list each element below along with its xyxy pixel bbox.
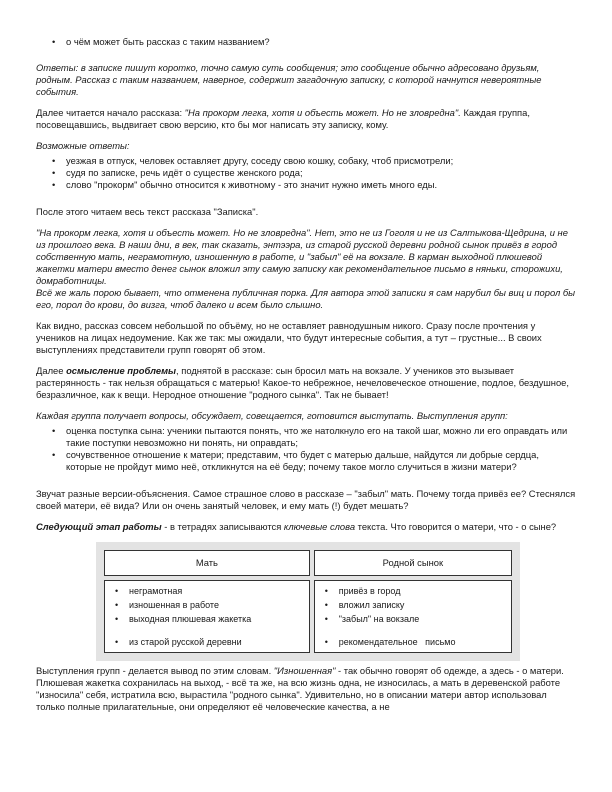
groups-list	[36, 425, 576, 473]
reaction-paragraph: Как видно, рассказ совсем небольшой по объёму, но не оставляет равнодушным никого. Сразу после прочтения у учеников на лицах недоумение. Как же так: мы ожидали, что будут интересные события, а тут – грустные... В своих выступлениях представители групп говорят об этом.	[36, 320, 542, 355]
list-item: • привёз в город	[319, 584, 507, 598]
reading-paragraph	[36, 107, 576, 131]
table-header-row	[104, 550, 512, 576]
list-item: • из старой русской деревни	[109, 635, 305, 649]
conclusion-paragraph	[36, 665, 576, 713]
son-keywords-list	[319, 584, 507, 649]
problem-body: , поднятой в рассказе: сын бросил мать на вокзале. У учеников это вызывает растерянность - так нельзя обращаться с матерью! Какое-то небрежное, нечеловеческое отношение, подлое, бездушное, безразличное, как к вещи. Неродное отношение "родного сынка". Так не бывает!	[36, 365, 570, 400]
list-item: • выходная плюшевая жакетка	[109, 612, 305, 626]
next-stage-question: текста. Что говорится о матери, что - о сыне?	[355, 521, 557, 532]
keywords-term: ключевые слова	[283, 521, 356, 532]
list-item: • вложил записку	[319, 598, 507, 612]
reading-task: Каждая группа, посовещавшись, выдвигает свою версию, кто бы мог написать эту записку, кому.	[36, 107, 530, 130]
list-item: • уезжая в отпуск, человек оставляет другу, соседу свою кошку, собаку, чтоб присмотрели;	[36, 155, 576, 167]
list-item: • неграмотная	[109, 584, 305, 598]
problem-paragraph	[36, 365, 576, 401]
conclusion-body: - так обычно говорят об одежде, а здесь - о матери. Плюшевая жакетка сохранилась на выход, - всё та же, на всю жизнь одна, не износилась, а мать в деревенской работе "износила" себя, истратила всю, вырастила "родного сынка". Удивительно, но в описании матери автор использовал только полные прилагательные, они определяют её человеческие качества, а не	[36, 665, 564, 712]
keywords-table-frame	[96, 542, 520, 661]
possible-answers-label: Возможные ответы:	[36, 140, 130, 151]
next-stage-paragraph	[36, 521, 576, 533]
next-stage-term: Следующий этап работы	[36, 521, 162, 532]
story-quote-2: Всё же жаль порою бывает, что отменена публичная порка. Для автора этой записки я сам нарубил бы виц и порол бы его, порол до крови, до визга, чтоб далеко и всем было слышно.	[36, 287, 576, 310]
groups-intro: Каждая группа получает вопросы, обсуждает, совещается, готовится выступать. Выступления групп:	[36, 410, 508, 421]
answers-paragraph: Ответы: в записке пишут коротко, точно самую суть сообщения; это сообщение обычно адресовано друзьям, родным. Рассказ с таким названием, наверное, содержит загадочную записку, с которой начнутся невероятные события.	[36, 62, 542, 97]
document-page	[36, 36, 576, 713]
mother-column-header: Мать	[104, 550, 310, 576]
conclusion-keyword: "Изношенная"	[273, 665, 336, 676]
reading-quote: "На прокорм легка, хотя и объесть может. Но не зловредна".	[184, 107, 461, 118]
problem-lead: Далее	[36, 365, 67, 376]
mother-keywords-list	[109, 584, 305, 649]
bullet-list-top	[36, 36, 576, 48]
son-column-header: Родной сынок	[314, 550, 512, 576]
versions-paragraph: Звучат разные версии-объяснения. Самое страшное слово в рассказе – "забыл" мать. Почему тогда привёз ее? Стеснялся своей матери, её вида? Или он очень занятый человек, и ему мать (!) будет мешать?	[36, 488, 576, 511]
list-item: • "забыл" на вокзале	[319, 612, 507, 626]
list-item: • рекомендательное письмо	[319, 635, 507, 649]
list-item: • сочувственное отношение к матери; представим, что будет с матерью дальше, найдутся ли добрые сердца, которые не пройдут мимо неё, откликнутся на её беду; почему такое могло случиться в жизни матери?	[36, 449, 576, 473]
table-row	[104, 580, 512, 653]
reading-intro: Далее читается начало рассказа:	[36, 107, 185, 118]
answers-list	[36, 155, 576, 191]
son-keywords-cell	[314, 580, 512, 653]
list-item: • изношенная в работе	[109, 598, 305, 612]
problem-term: осмысление проблемы	[66, 365, 177, 376]
list-item: • оценка поступка сына: ученики пытаются понять, что же натолкнуло его на такой шаг, можно ли его оправдать или такие поступки невозможно ни понять, ни оправдать;	[36, 425, 576, 449]
list-item: • судя по записке, речь идёт о существе женского рода;	[36, 167, 576, 179]
list-item: • слово "прокорм" обычно относится к животному - это значит нужно иметь много еды.	[36, 179, 576, 191]
list-item: • о чём может быть рассказ с таким названием?	[36, 36, 576, 48]
keywords-table	[100, 546, 516, 657]
conclusion-lead: Выступления групп - делается вывод по этим словам.	[36, 665, 274, 676]
story-quote-1: "На прокорм легка, хотя и объесть может. Но не зловредна". Нет, это не из Гоголя и не из Салтыкова-Щедрина, и не из прошлого века. В наши дни, в век, так сказать, энтээра, из старой русской деревни родной сынок привёз в город собственную мать, неграмотную, изношенную в работе, и "забыл" её на вокзале. В карман выходной плюшевой жакетки матери вместо денег сынок вложил эту самую записку как рекомендательное письмо в няньки, сторожихи, домработницы.	[36, 227, 568, 286]
next-stage-text: - в тетрадях записываются	[161, 521, 284, 532]
mother-keywords-cell	[104, 580, 310, 653]
full-text-paragraph: После этого читаем весь текст рассказа "Записка".	[36, 206, 259, 217]
